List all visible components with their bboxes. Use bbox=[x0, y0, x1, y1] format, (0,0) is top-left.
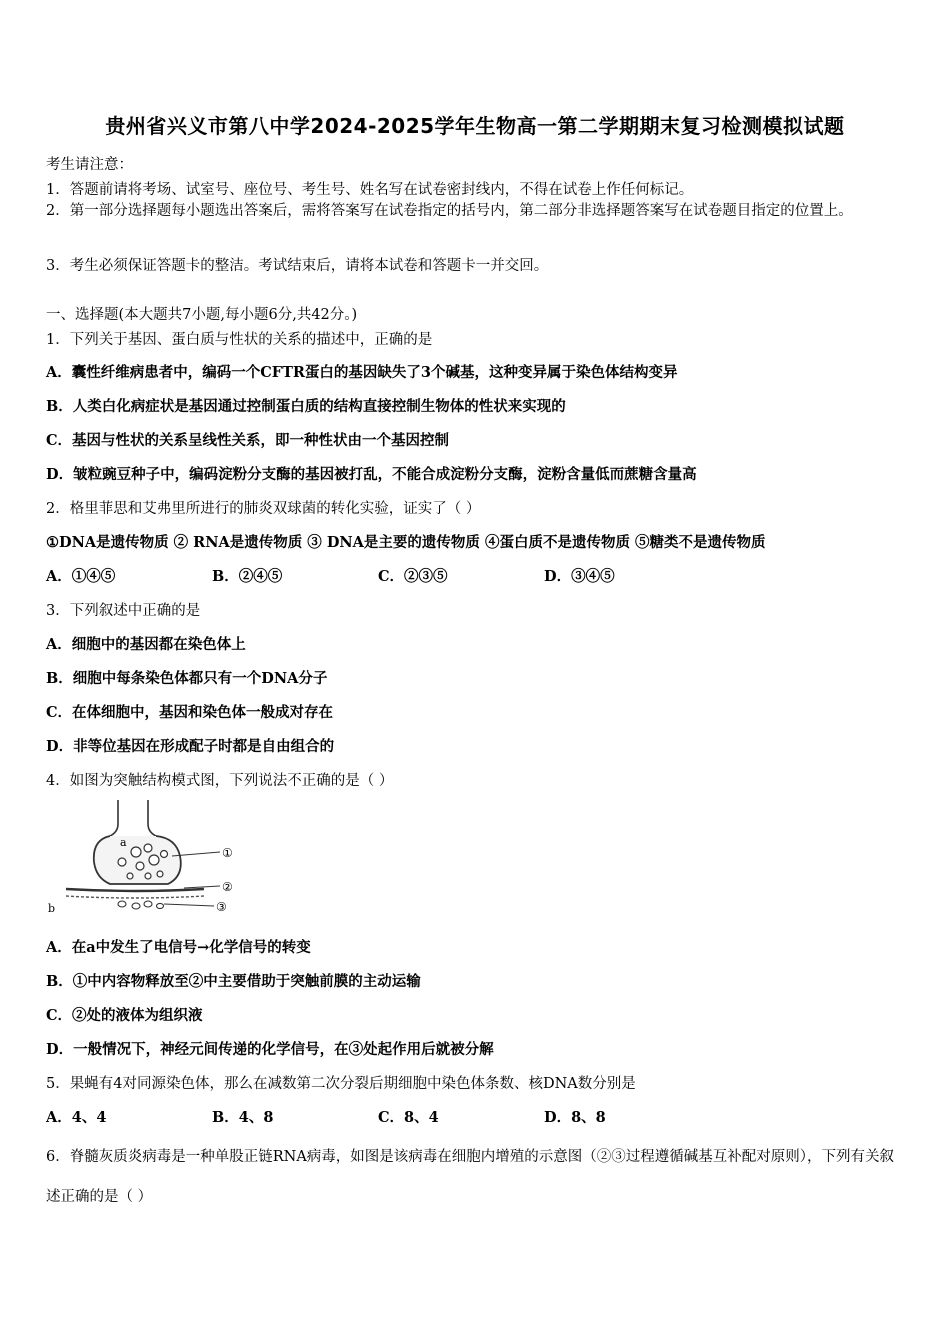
option-b: B．细胞中每条染色体都只有一个DNA分子 bbox=[46, 670, 328, 687]
option-c: C．②③⑤ bbox=[378, 568, 448, 585]
label-1: ① bbox=[222, 846, 233, 860]
section-heading: 一、选择题(本大题共7小题,每小题6分,共42分。) bbox=[46, 307, 358, 323]
page-title: 贵州省兴义市第八中学2024-2025学年生物高一第二学期期末复习检测模拟试题 bbox=[105, 114, 845, 138]
question-stem: 5．果蝇有4对同源染色体，那么在减数第二次分裂后期细胞中染色体条数、核DNA数分别是 bbox=[46, 1076, 636, 1092]
option-b: B．4、8 bbox=[212, 1109, 274, 1126]
option-b: B．①中内容物释放至②中主要借助于突触前膜的主动运输 bbox=[46, 973, 421, 990]
label-a: a bbox=[120, 836, 127, 849]
question-stem: 1．下列关于基因、蛋白质与性状的关系的描述中，正确的是 bbox=[46, 332, 433, 348]
notice-item: 1．答题前请将考场、试室号、座位号、考生号、姓名写在试卷密封线内，不得在试卷上作任何标记。 bbox=[46, 182, 694, 198]
option-row bbox=[46, 565, 710, 586]
option-a: A．囊性纤维病患者中，编码一个CFTR蛋白的基因缺失了3个碱基，这种变异属于染色体结构变异 bbox=[46, 364, 678, 381]
notice-item: 2．第一部分选择题每小题选出答案后，需将答案写在试卷指定的括号内，第二部分非选择题答案写在试卷题目指定的位置上。 bbox=[46, 203, 853, 219]
option-a: A．4、4 bbox=[46, 1109, 107, 1126]
notice-item: 3．考生必须保证答题卡的整洁。考试结束后，请将本试卷和答题卡一并交回。 bbox=[46, 258, 549, 274]
question-statements: ①DNA是遗传物质 ② RNA是遗传物质 ③ DNA是主要的遗传物质 ④蛋白质不是遗传物质 ⑤糖类不是遗传物质 bbox=[46, 534, 766, 551]
label-2: ② bbox=[222, 880, 233, 894]
option-c: C．②处的液体为组织液 bbox=[46, 1007, 203, 1024]
option-a: A．在a中发生了电信号→化学信号的转变 bbox=[46, 939, 311, 956]
question-stem: 3．下列叙述中正确的是 bbox=[46, 603, 201, 619]
option-c: C．基因与性状的关系呈线性关系，即一种性状由一个基因控制 bbox=[46, 432, 450, 449]
option-d: D．一般情况下，神经元间传递的化学信号，在③处起作用后就被分解 bbox=[46, 1041, 494, 1058]
option-d: D．③④⑤ bbox=[544, 568, 615, 585]
option-d: D．皱粒豌豆种子中，编码淀粉分支酶的基因被打乱，不能合成淀粉分支酶，淀粉含量低而蔗糖含量高 bbox=[46, 466, 697, 483]
synapse-diagram bbox=[44, 800, 244, 918]
option-c: C．在体细胞中，基因和染色体一般成对存在 bbox=[46, 704, 334, 721]
label-b: b bbox=[48, 902, 56, 915]
option-d: D．8、8 bbox=[544, 1109, 606, 1126]
question-stem: 6．脊髓灰质炎病毒是一种单股正链RNA病毒，如图是该病毒在细胞内增殖的示意图（②③过程遵循碱基互补配对原则），下列有关叙述正确的是（ ） bbox=[46, 1149, 895, 1205]
notice-heading: 考生请注意： bbox=[46, 157, 133, 173]
question-stem: 2．格里菲思和艾弗里所进行的肺炎双球菌的转化实验，证实了（ ） bbox=[46, 501, 481, 517]
label-3: ③ bbox=[216, 900, 227, 914]
question-stem: 4．如图为突触结构模式图，下列说法不正确的是（ ） bbox=[46, 773, 394, 789]
option-a: A．细胞中的基因都在染色体上 bbox=[46, 636, 246, 653]
option-b: B．人类白化病症状是基因通过控制蛋白质的结构直接控制生物体的性状来实现的 bbox=[46, 398, 566, 415]
option-b: B．②④⑤ bbox=[212, 568, 283, 585]
option-a: A．①④⑤ bbox=[46, 568, 116, 585]
option-c: C．8、4 bbox=[378, 1109, 439, 1126]
option-d: D．非等位基因在形成配子时都是自由组合的 bbox=[46, 738, 335, 755]
option-row bbox=[46, 1106, 710, 1127]
